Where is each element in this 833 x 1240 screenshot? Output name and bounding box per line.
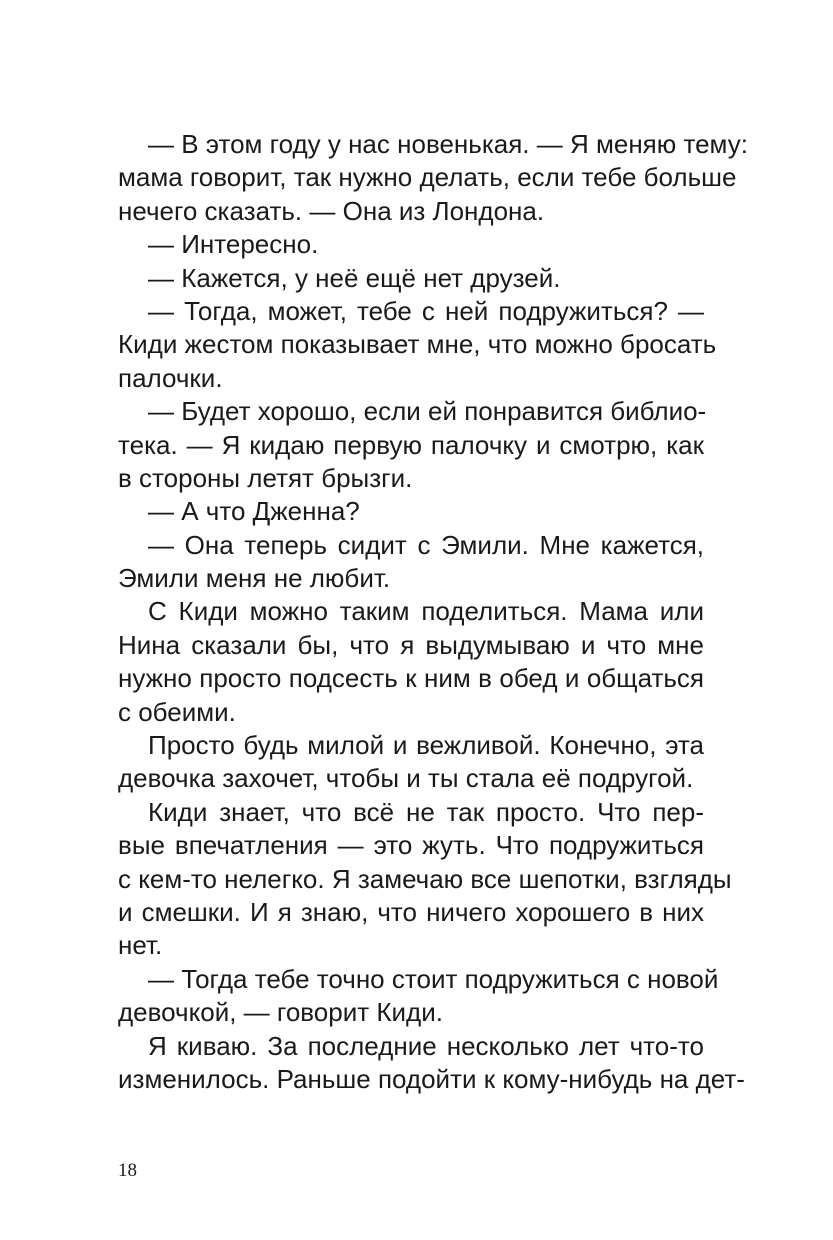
text-line: изменилось. Раньше подойти к кому-нибудь на дет- bbox=[118, 1063, 745, 1094]
text-line: нечего сказать. — Она из Лондона. bbox=[118, 195, 545, 226]
text-line: — А что Дженна? bbox=[148, 496, 360, 527]
text-line: — В этом году у нас новенькая. — Я меняю тему: bbox=[148, 129, 748, 159]
text-line: — Она теперь сидит с Эмили. Мне кажется, bbox=[148, 529, 704, 560]
text-line: с кем-то нелегко. Я замечаю все шепотки, взгляды bbox=[118, 863, 732, 894]
text-line: нет. bbox=[118, 930, 163, 961]
text-line: мама говорит, так нужно делать, если тебе больше bbox=[118, 162, 737, 193]
text-line: — Интересно. bbox=[148, 229, 319, 260]
paragraph bbox=[118, 495, 704, 528]
text-line: — Кажется, у неё ещё нет друзей. bbox=[148, 262, 561, 293]
text-line: девочка захочет, чтобы и ты стала её подругой. bbox=[118, 763, 694, 794]
paragraph bbox=[118, 295, 717, 395]
text-line: — Тогда, может, тебе с ней подружиться? — bbox=[148, 295, 704, 326]
text-line: Эмили меня не любит. bbox=[118, 563, 391, 594]
page-number: 18 bbox=[118, 1160, 137, 1181]
text-line: Я киваю. За последние несколько лет что-то bbox=[148, 1030, 704, 1061]
paragraph bbox=[118, 729, 704, 796]
paragraph bbox=[118, 529, 704, 596]
paragraph bbox=[118, 796, 732, 963]
text-line: — Будет хорошо, если ей понравится библио- bbox=[148, 396, 707, 427]
paragraph bbox=[118, 228, 704, 261]
paragraph bbox=[118, 262, 704, 295]
paragraph bbox=[118, 395, 707, 495]
paragraph bbox=[118, 128, 748, 228]
text-line: девочкой, — говорит Киди. bbox=[118, 997, 443, 1028]
text-line: Киди знает, что всё не так просто. Что пер- bbox=[148, 796, 704, 827]
text-line: тека. — Я кидаю первую палочку и смотрю, как bbox=[118, 429, 704, 460]
paragraph bbox=[118, 595, 704, 729]
text-line: вые впечатления — это жуть. Что подружиться bbox=[118, 830, 704, 861]
text-line: Нина сказали бы, что я выдумываю и что мне bbox=[118, 629, 704, 660]
text-line: с обеими. bbox=[118, 696, 236, 727]
text-line: и смешки. И я знаю, что ничего хорошего в них bbox=[118, 896, 704, 927]
text-line: нужно просто подсесть к ним в обед и общаться bbox=[118, 663, 704, 694]
text-line: Просто будь милой и вежливой. Конечно, эта bbox=[148, 730, 704, 761]
text-line: Киди жестом показывает мне, что можно бросать bbox=[118, 329, 717, 360]
text-line: — Тогда тебе точно стоит подружиться с новой bbox=[148, 963, 719, 994]
text-line: палочки. bbox=[118, 362, 223, 393]
text-line: в стороны летят брызги. bbox=[118, 462, 413, 493]
paragraph bbox=[118, 963, 719, 1030]
body-text bbox=[118, 128, 748, 1096]
paragraph bbox=[118, 1030, 745, 1097]
text-line: С Киди можно таким поделиться. Мама или bbox=[148, 596, 704, 627]
